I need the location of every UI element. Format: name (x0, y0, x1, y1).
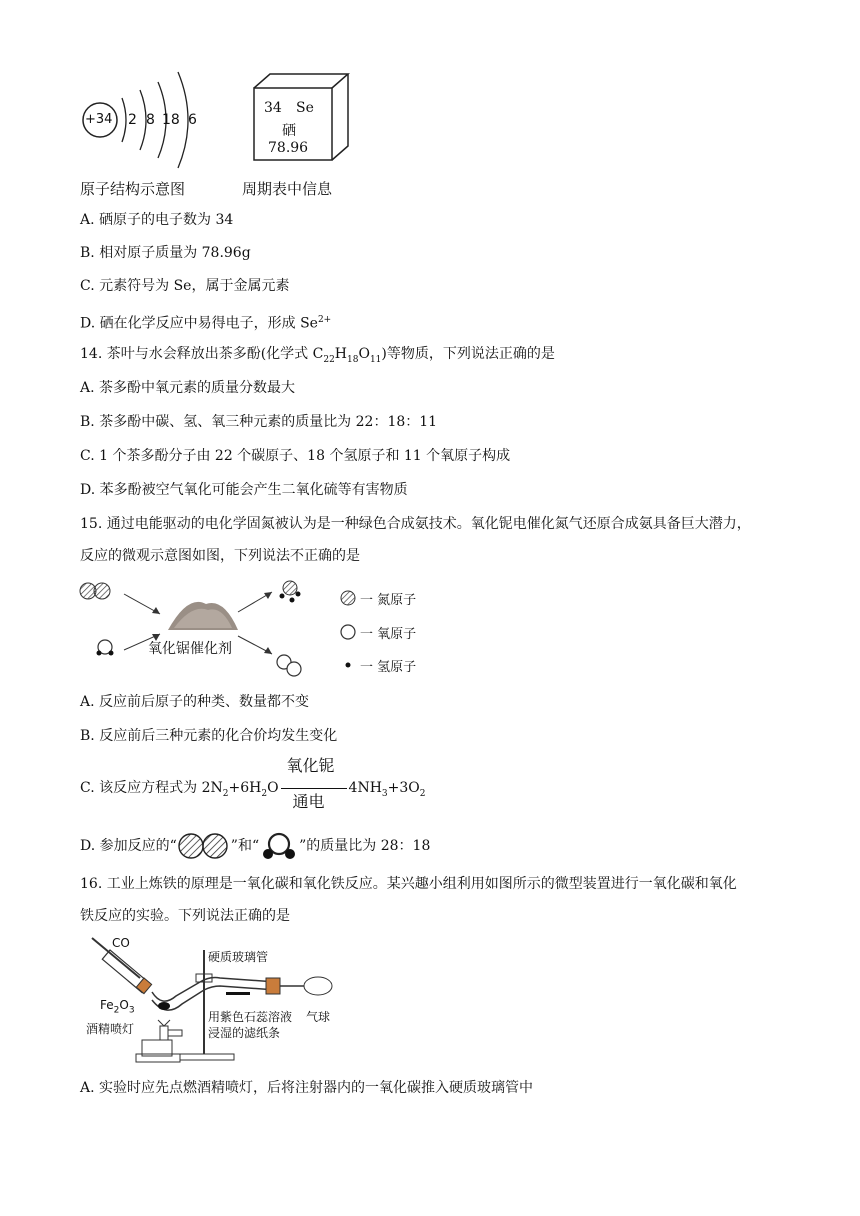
caption-periodic-info: 周期表中信息 (242, 180, 333, 198)
q14-h: H (334, 346, 348, 362)
atom-nucleus-charge: +34 (85, 112, 113, 127)
label-paper-line2: 浸湿的滤纸条 (208, 1026, 281, 1040)
q13-option-d-charge: 2+ (317, 315, 332, 325)
catalyst-label: 氧化锯催化剂 (148, 641, 232, 657)
q15-d-pre: D. 参加反应的“ (80, 838, 177, 854)
fe2o3-o: O (119, 998, 129, 1012)
q16-stem-line1: 16. 工业上炼铁的原理是一氧化碳和氧化铁反应。某兴趣小组利用如图所示的微型装置进行一氧化碳和氧化 (80, 876, 737, 892)
shell-count-3: 18 (162, 112, 180, 128)
q15-c-mid: +6H (228, 780, 262, 796)
element-number: 34 (264, 100, 282, 116)
q15-c-o2: +3O (387, 780, 420, 796)
q14-sub-o: 11 (369, 354, 382, 365)
q15-option-c (80, 756, 426, 811)
shell-count-1: 2 (128, 112, 137, 128)
q14-stem-post: )等物质，下列说法正确的是 (381, 346, 555, 362)
shell-count-4: 6 (188, 112, 197, 128)
q13-option-b: B. 相对原子质量为 78.96g (80, 245, 251, 261)
q16-stem-line2: 铁反应的实验。下列说法正确的是 (80, 908, 290, 924)
q13-option-c: C. 元素符号为 Se，属于金属元素 (80, 278, 290, 294)
q15-d-mid: ”和“ (230, 838, 260, 854)
label-fe2o3 (100, 998, 135, 1015)
q14-option-a: A. 茶多酚中氧元素的质量分数最大 (80, 380, 296, 396)
caption-atom-structure: 原子结构示意图 (80, 180, 186, 198)
fe2o3-sub1: 2 (113, 1005, 120, 1016)
q15-d-post: ”的质量比为 28：18 (299, 838, 431, 854)
q14-o: O (358, 346, 370, 362)
q15-c-sub4: 2 (419, 788, 426, 799)
label-paper-line1: 用紫色石蕊溶液 (208, 1010, 293, 1024)
q15-c-sub1: 2 (222, 788, 229, 799)
reaction-condition (279, 756, 349, 811)
label-balloon: 气球 (306, 1010, 331, 1024)
reaction-micro-diagram (78, 574, 438, 680)
q15-c-sub2: 2 (261, 788, 268, 799)
label-glass-tube: 硬质玻璃管 (208, 950, 269, 964)
q15-option-b: B. 反应前后三种元素的化合价均发生变化 (80, 728, 338, 744)
q15-stem-line1: 15. 通过电能驱动的电化学固氮被认为是一种绿色合成氨技术。氧化铌电催化氮气还原合成氨具备巨大潜力， (80, 516, 751, 532)
label-lamp: 酒精喷灯 (86, 1022, 135, 1036)
atom-structure-diagram (78, 68, 218, 178)
element-mass: 78.96 (268, 140, 309, 156)
q15-option-d (80, 832, 430, 858)
condition-bar (281, 788, 347, 789)
q14-option-b: B. 茶多酚中碳、氢、氧三种元素的质量比为 22：18：11 (80, 414, 438, 430)
q14-sub-c: 22 (323, 354, 335, 365)
q15-c-nh: 4NH (348, 780, 382, 796)
fe2o3-fe: Fe (100, 998, 114, 1012)
q14-option-d: D. 苯多酚被空气氧化可能会产生二氧化硫等有害物质 (80, 482, 408, 498)
fe2o3-sub2: 3 (128, 1005, 135, 1016)
q14-option-c: C. 1 个茶多酚分子由 22 个碳原子、18 个氢原子和 11 个氧原子构成 (80, 448, 511, 464)
q13-option-d (80, 310, 331, 334)
legend-oxygen: 一 氧原子 (360, 627, 417, 642)
q15-option-a: A. 反应前后原子的种类、数量都不变 (80, 694, 310, 710)
element-name: 硒 (282, 123, 296, 139)
shell-count-2: 8 (146, 112, 155, 128)
legend-nitrogen: 一 氮原子 (360, 593, 417, 608)
condition-top: 氧化铌 (286, 756, 335, 775)
q13-option-a: A. 硒原子的电子数为 34 (80, 212, 234, 228)
label-co: CO (112, 936, 130, 950)
q15-c-o: O (267, 780, 279, 796)
legend-hydrogen: 一 氢原子 (360, 660, 417, 675)
element-symbol: Se (296, 100, 314, 116)
q13-option-d-text: D. 硒在化学反应中易得电子，形成 Se (80, 315, 318, 332)
q15-c-sub3: 3 (381, 788, 388, 799)
apparatus-diagram (80, 930, 380, 1070)
q15-stem-line2: 反应的微观示意图如图，下列说法不正确的是 (80, 548, 360, 564)
water-molecule-icon (259, 832, 299, 860)
condition-bottom: 通电 (292, 792, 325, 811)
q16-option-a: A. 实验时应先点燃酒精喷灯，后将注射器内的一氧化碳推入硬质玻璃管中 (80, 1080, 534, 1096)
periodic-table-cell (252, 72, 352, 162)
q15-c-pre: C. 该反应方程式为 2N (80, 780, 223, 796)
q14-stem (80, 344, 555, 370)
q14-sub-h: 18 (347, 354, 359, 365)
nitrogen-molecule-icon (177, 833, 231, 859)
q14-stem-pre: 14. 茶叶与水会释放出茶多酚(化学式 C (80, 346, 324, 362)
